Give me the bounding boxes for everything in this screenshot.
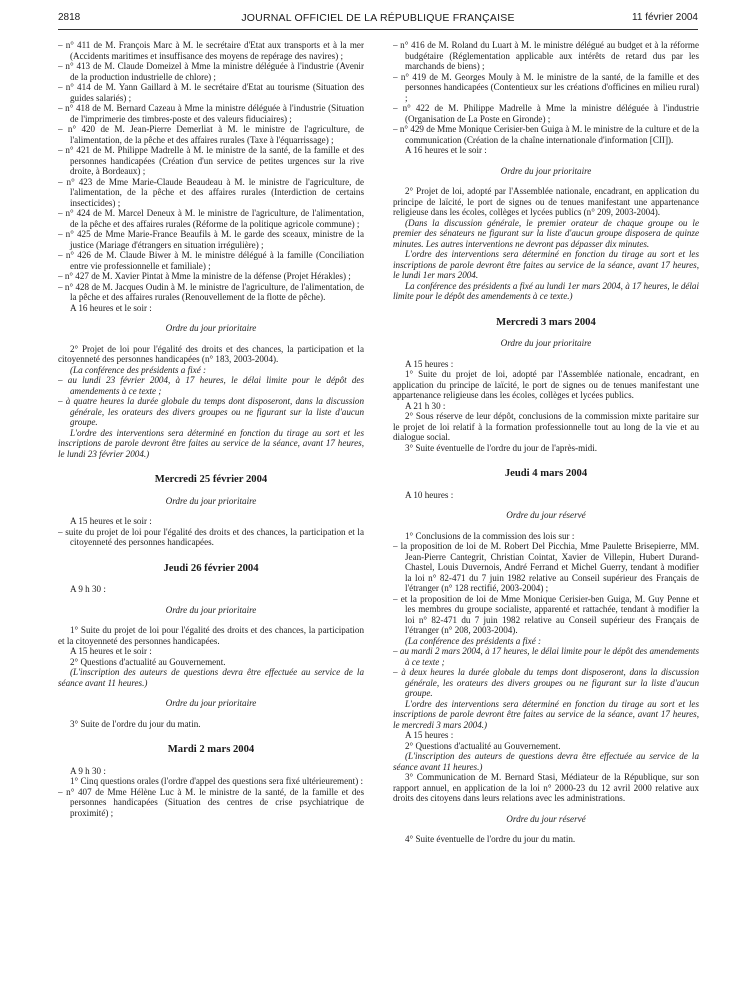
paragraph: A 9 h 30 : xyxy=(70,765,106,776)
list-item: – n° 426 de M. Claude Biwer à M. le ministre délégué à la famille (Conciliation entre vie professionnelle et familiale) ; xyxy=(58,250,364,271)
italic-note: (Dans la discussion générale, le premier orateur de chaque groupe ou le premier des sénateurs ne figurant sur la liste d'aucun groupe disposera de quinze minutes. Les autres interventions ne devront pas dépasser dix minutes. xyxy=(393,217,699,249)
list-item: – n° 427 de M. Xavier Pintat à Mme la ministre de la défense (Projet Hérakles) ; xyxy=(58,271,351,281)
list-item: – n° 407 de Mme Hélène Luc à M. le ministre de la santé, de la famille et des personnes handicapées (Situation des centres de crise psychiatrique de proximité) ; xyxy=(58,786,364,818)
list-item: – au mardi 2 mars 2004, à 17 heures, le délai limite pour le dépôt des amendements à ce texte ; xyxy=(393,646,699,667)
paragraph: 3° Communication de M. Bernard Stasi, Médiateur de la République, sur son rapport annuel, en application de la loi n° 2000-23 du 12 avril 2000 relative aux droits des citoyens dans leurs relations avec les administrations. xyxy=(393,772,699,803)
right-column xyxy=(393,40,699,984)
spacer xyxy=(393,500,699,510)
list-item: – n° 416 de M. Roland du Luart à M. le ministre délégué au budget et à la réforme budgétaire (Réglementation applicable aux intérêts de retard dus par les marchands de biens) ; xyxy=(393,40,699,71)
agenda-subheading: Ordre du jour prioritaire xyxy=(500,165,592,176)
day-heading: Jeudi 26 février 2004 xyxy=(163,562,259,574)
paragraph: 2° Projet de loi, adopté par l'Assemblée nationale, encadrant, en application du principe de laïcité, le port de signes ou de tenues manifestant une appartenance religieuse dans les écoles, collèges et lycées publics (n° 209, 2003-2004). xyxy=(393,186,699,217)
agenda-subheading: Ordre du jour prioritaire xyxy=(500,338,592,348)
agenda-subheading: Ordre du jour réservé xyxy=(506,813,586,824)
italic-note: (La conférence des présidents a fixé : xyxy=(70,364,207,375)
left-column xyxy=(58,40,364,984)
paragraph: A 21 h 30 : xyxy=(405,400,446,411)
paragraph: A 9 h 30 : xyxy=(70,584,106,594)
list-item: – n° 411 de M. François Marc à M. le secrétaire d'Etat aux transports et à la mer (Accidents maritimes et insuffisance des moyens de repérage des navires) ; xyxy=(58,40,364,61)
list-item: – n° 422 de M. Philippe Madrelle à Mme la ministre déléguée à l'industrie (Organisation de La Poste en Gironde) ; xyxy=(393,103,699,124)
list-item: – n° 429 de Mme Monique Cerisier-ben Guiga à M. le ministre de la culture et de la communication (Création de la chaîne internationale d'information [CII]). xyxy=(393,124,699,145)
spacer xyxy=(58,486,364,496)
spacer xyxy=(58,709,364,719)
paragraph: A 15 heures : xyxy=(405,730,454,740)
list-item: – n° 424 de M. Marcel Deneux à M. le ministre de l'agriculture, de l'alimentation, de la pêche et des affaires rurales (Réforme de la politique agricole commune) ; xyxy=(58,208,364,229)
paragraph: A 15 heures et le soir : xyxy=(70,516,152,526)
spacer xyxy=(393,521,699,531)
paragraph: 3° Suite de l'ordre du jour du matin. xyxy=(70,718,201,729)
list-item: – suite du projet de loi pour l'égalité des droits et des chances, la participation et la citoyenneté des personnes handicapées. xyxy=(58,526,364,547)
paragraph: A 15 heures : xyxy=(405,358,454,369)
spacer xyxy=(58,595,364,605)
italic-note: (La conférence des présidents a fixé : xyxy=(405,635,542,646)
list-item: – et la proposition de loi de Mme Monique Cerisier-ben Guiga, M. Guy Penne et les membres du groupe socialiste, apparenté et rattachée, tendant à modifier la loi n° 82-471 du 7 juin 1982 relative au Conseil supérieur des Français de l'étranger (n° 208, 2003-2004). xyxy=(393,593,699,635)
list-item: – n° 418 de M. Bernard Cazeau à Mme la ministre déléguée à l'industrie (Situation de l'imprimerie des timbres-poste et des valeurs fiduciaires) ; xyxy=(58,103,364,124)
list-item: – n° 413 de M. Claude Domeizel à Mme la ministre déléguée à l'industrie (Avenir de la production industrielle de chlore) ; xyxy=(58,61,364,82)
paragraph: A 16 heures et le soir : xyxy=(70,302,152,313)
header-rule xyxy=(58,29,698,30)
day-heading: Mardi 2 mars 2004 xyxy=(167,744,255,755)
italic-note: (L'inscription des auteurs de questions devra être effectuée au service de la séance avant 11 heures.) xyxy=(393,751,699,772)
paragraph: 1° Suite du projet de loi, adopté par l'Assemblée nationale, encadrant, en application du principe de laïcité, le port de signes ou de tenues manifestant une appartenance religieuse dans les écoles, collèges et lycées publics. xyxy=(393,369,699,400)
list-item: – à quatre heures la durée globale du temps dont disposeront, dans la discussion générale, les orateurs des divers groupes ou ne figurant sur la liste d'aucun groupe. xyxy=(58,396,364,427)
spacer xyxy=(393,480,699,490)
spacer xyxy=(393,176,699,186)
paragraph: 2° Questions d'actualité au Gouvernement. xyxy=(70,656,226,667)
spacer xyxy=(58,574,364,584)
agenda-subheading: Ordre du jour prioritaire xyxy=(165,698,257,708)
spacer xyxy=(58,459,364,475)
spacer xyxy=(58,615,364,625)
paragraph: 1° Suite du projet de loi pour l'égalité des droits et des chances, la participation et la citoyenneté des personnes handicapées. xyxy=(58,625,364,646)
day-heading: Jeudi 4 mars 2004 xyxy=(504,468,588,479)
spacer xyxy=(58,506,364,516)
paragraph: 3° Suite éventuelle de l'ordre du jour de l'après-midi. xyxy=(405,442,598,453)
spacer xyxy=(393,824,699,834)
paragraph: 2° Sous réserve de leur dépôt, conclusions de la commission mixte paritaire sur le projet de loi relatif à la formation professionnelle tout au long de la vie et au dialogue social. xyxy=(393,411,699,442)
issue-date: 11 février 2004 xyxy=(632,12,698,23)
agenda-subheading: Ordre du jour réservé xyxy=(506,510,586,520)
list-item: – n° 420 de M. Jean-Pierre Demerliat à M. le ministre de l'agriculture, de l'alimentation, de la pêche et des affaires rurales (Taxe à l'équarrissage) ; xyxy=(58,124,364,145)
list-item: – n° 428 de M. Jacques Oudin à M. le ministre de l'agriculture, de l'alimentation, de la pêche et des affaires rurales (Renouvellement de la flotte de pêche). xyxy=(58,281,364,302)
spacer xyxy=(393,328,699,338)
paragraph: A 10 heures : xyxy=(405,489,454,500)
spacer xyxy=(58,548,364,564)
journal-title: JOURNAL OFFICIEL DE LA RÉPUBLIQUE FRANÇAISE xyxy=(241,12,515,24)
list-item: – la proposition de loi de M. Robert Del Picchia, Mme Paulette Brisepierre, MM. Jean-Pierre Cantegrit, Christian Cointat, Xavier de Villepin, Hubert Durand-Chastel, Louis Duvernois, André Ferrand et Michel Guerry, tendant à modifier la loi n° 82-471 du 7 juin 1982 relative au Conseil supérieur des Français de l'étranger (n° 128 rectifié, 2003-2004) ; xyxy=(393,541,699,593)
list-item: – à deux heures la durée globale du temps dont disposeront, dans la discussion générale, les orateurs des divers groupes ou ne figurant sur la liste d'aucun groupe. xyxy=(393,667,699,698)
spacer xyxy=(58,756,364,766)
paragraph: 4° Suite éventuelle de l'ordre du jour du matin. xyxy=(405,834,576,844)
spacer xyxy=(393,156,699,166)
spacer xyxy=(58,313,364,323)
italic-note: L'ordre des interventions sera déterminé en fonction du tirage au sort et les inscriptions de parole devront être faites au service de la séance, avant 17 heures, le lundi 1er mars 2004. xyxy=(393,249,699,280)
list-item: – n° 423 de Mme Marie-Claude Beaudeau à M. le ministre de l'agriculture, de l'alimentation, de la pêche et des affaires rurales (Interdiction de certains insecticides) ; xyxy=(58,176,364,208)
day-heading: Mercredi 3 mars 2004 xyxy=(496,316,596,328)
paragraph: 2° Projet de loi pour l'égalité des droits et des chances, la participation et la citoyenneté des personnes handicapées (n° 183, 2003-2004). xyxy=(58,343,364,364)
paragraph: 2° Questions d'actualité au Gouvernement. xyxy=(405,740,561,751)
italic-note: L'ordre des interventions sera déterminé en fonction du tirage au sort et les inscriptions de parole devront être faites au service de la séance, avant 17 heures, le lundi 23 février 2004.) xyxy=(58,427,364,459)
spacer xyxy=(58,729,364,745)
paragraph: A 15 heures et le soir : xyxy=(70,646,152,656)
agenda-subheading: Ordre du jour prioritaire xyxy=(165,604,257,615)
page-number: 2818 xyxy=(58,12,81,23)
list-item: – au lundi 23 février 2004, à 17 heures, le délai limite pour le dépôt des amendements à ce texte ; xyxy=(58,375,364,396)
page-header xyxy=(58,12,698,28)
list-item: – n° 414 de M. Yann Gaillard à M. le secrétaire d'Etat au tourisme (Situation des guides salariés) ; xyxy=(58,82,364,103)
spacer xyxy=(393,453,699,469)
paragraph: A 16 heures et le soir : xyxy=(405,145,487,155)
spacer xyxy=(393,804,699,814)
spacer xyxy=(58,334,364,344)
italic-note: La conférence des présidents a fixé au lundi 1er mars 2004, à 17 heures, le délai limite pour le dépôt des amendements à ce texte.) xyxy=(393,280,699,301)
list-item: – n° 419 de M. Georges Mouly à M. le ministre de la santé, de la famille et des personnes handicapées (Contentieux sur les créations d'officines en milieu rural) ; xyxy=(393,71,699,103)
list-item: – n° 421 de M. Philippe Madrelle à M. le ministre de la santé, de la famille et des personnes handicapées (Création d'un service de petites urgences sur la rive droite, à Bordeaux) ; xyxy=(58,145,364,176)
agenda-subheading: Ordre du jour prioritaire xyxy=(165,323,257,333)
day-heading: Mercredi 25 février 2004 xyxy=(154,474,268,485)
paragraph: 1° Cinq questions orales (l'ordre d'appel des questions sera fixé ultérieurement) : xyxy=(70,776,364,786)
paragraph: 1° Conclusions de la commission des lois sur : xyxy=(405,530,575,541)
agenda-subheading: Ordre du jour prioritaire xyxy=(165,495,257,506)
spacer xyxy=(58,688,364,698)
italic-note: L'ordre des interventions sera déterminé en fonction du tirage au sort et les inscriptions de parole devront être faites au service de la séance, avant 17 heures, le mercredi 3 mars 2004.) xyxy=(393,698,699,730)
spacer xyxy=(393,349,699,359)
spacer xyxy=(393,302,699,318)
list-item: – n° 425 de Mme Marie-France Beaufils à M. le garde des sceaux, ministre de la justice (Mariage d'étrangers en situation irrégulière) ; xyxy=(58,229,364,250)
italic-note: (L'inscription des auteurs de questions devra être effectuée au service de la séance avant 11 heures.) xyxy=(58,667,364,688)
